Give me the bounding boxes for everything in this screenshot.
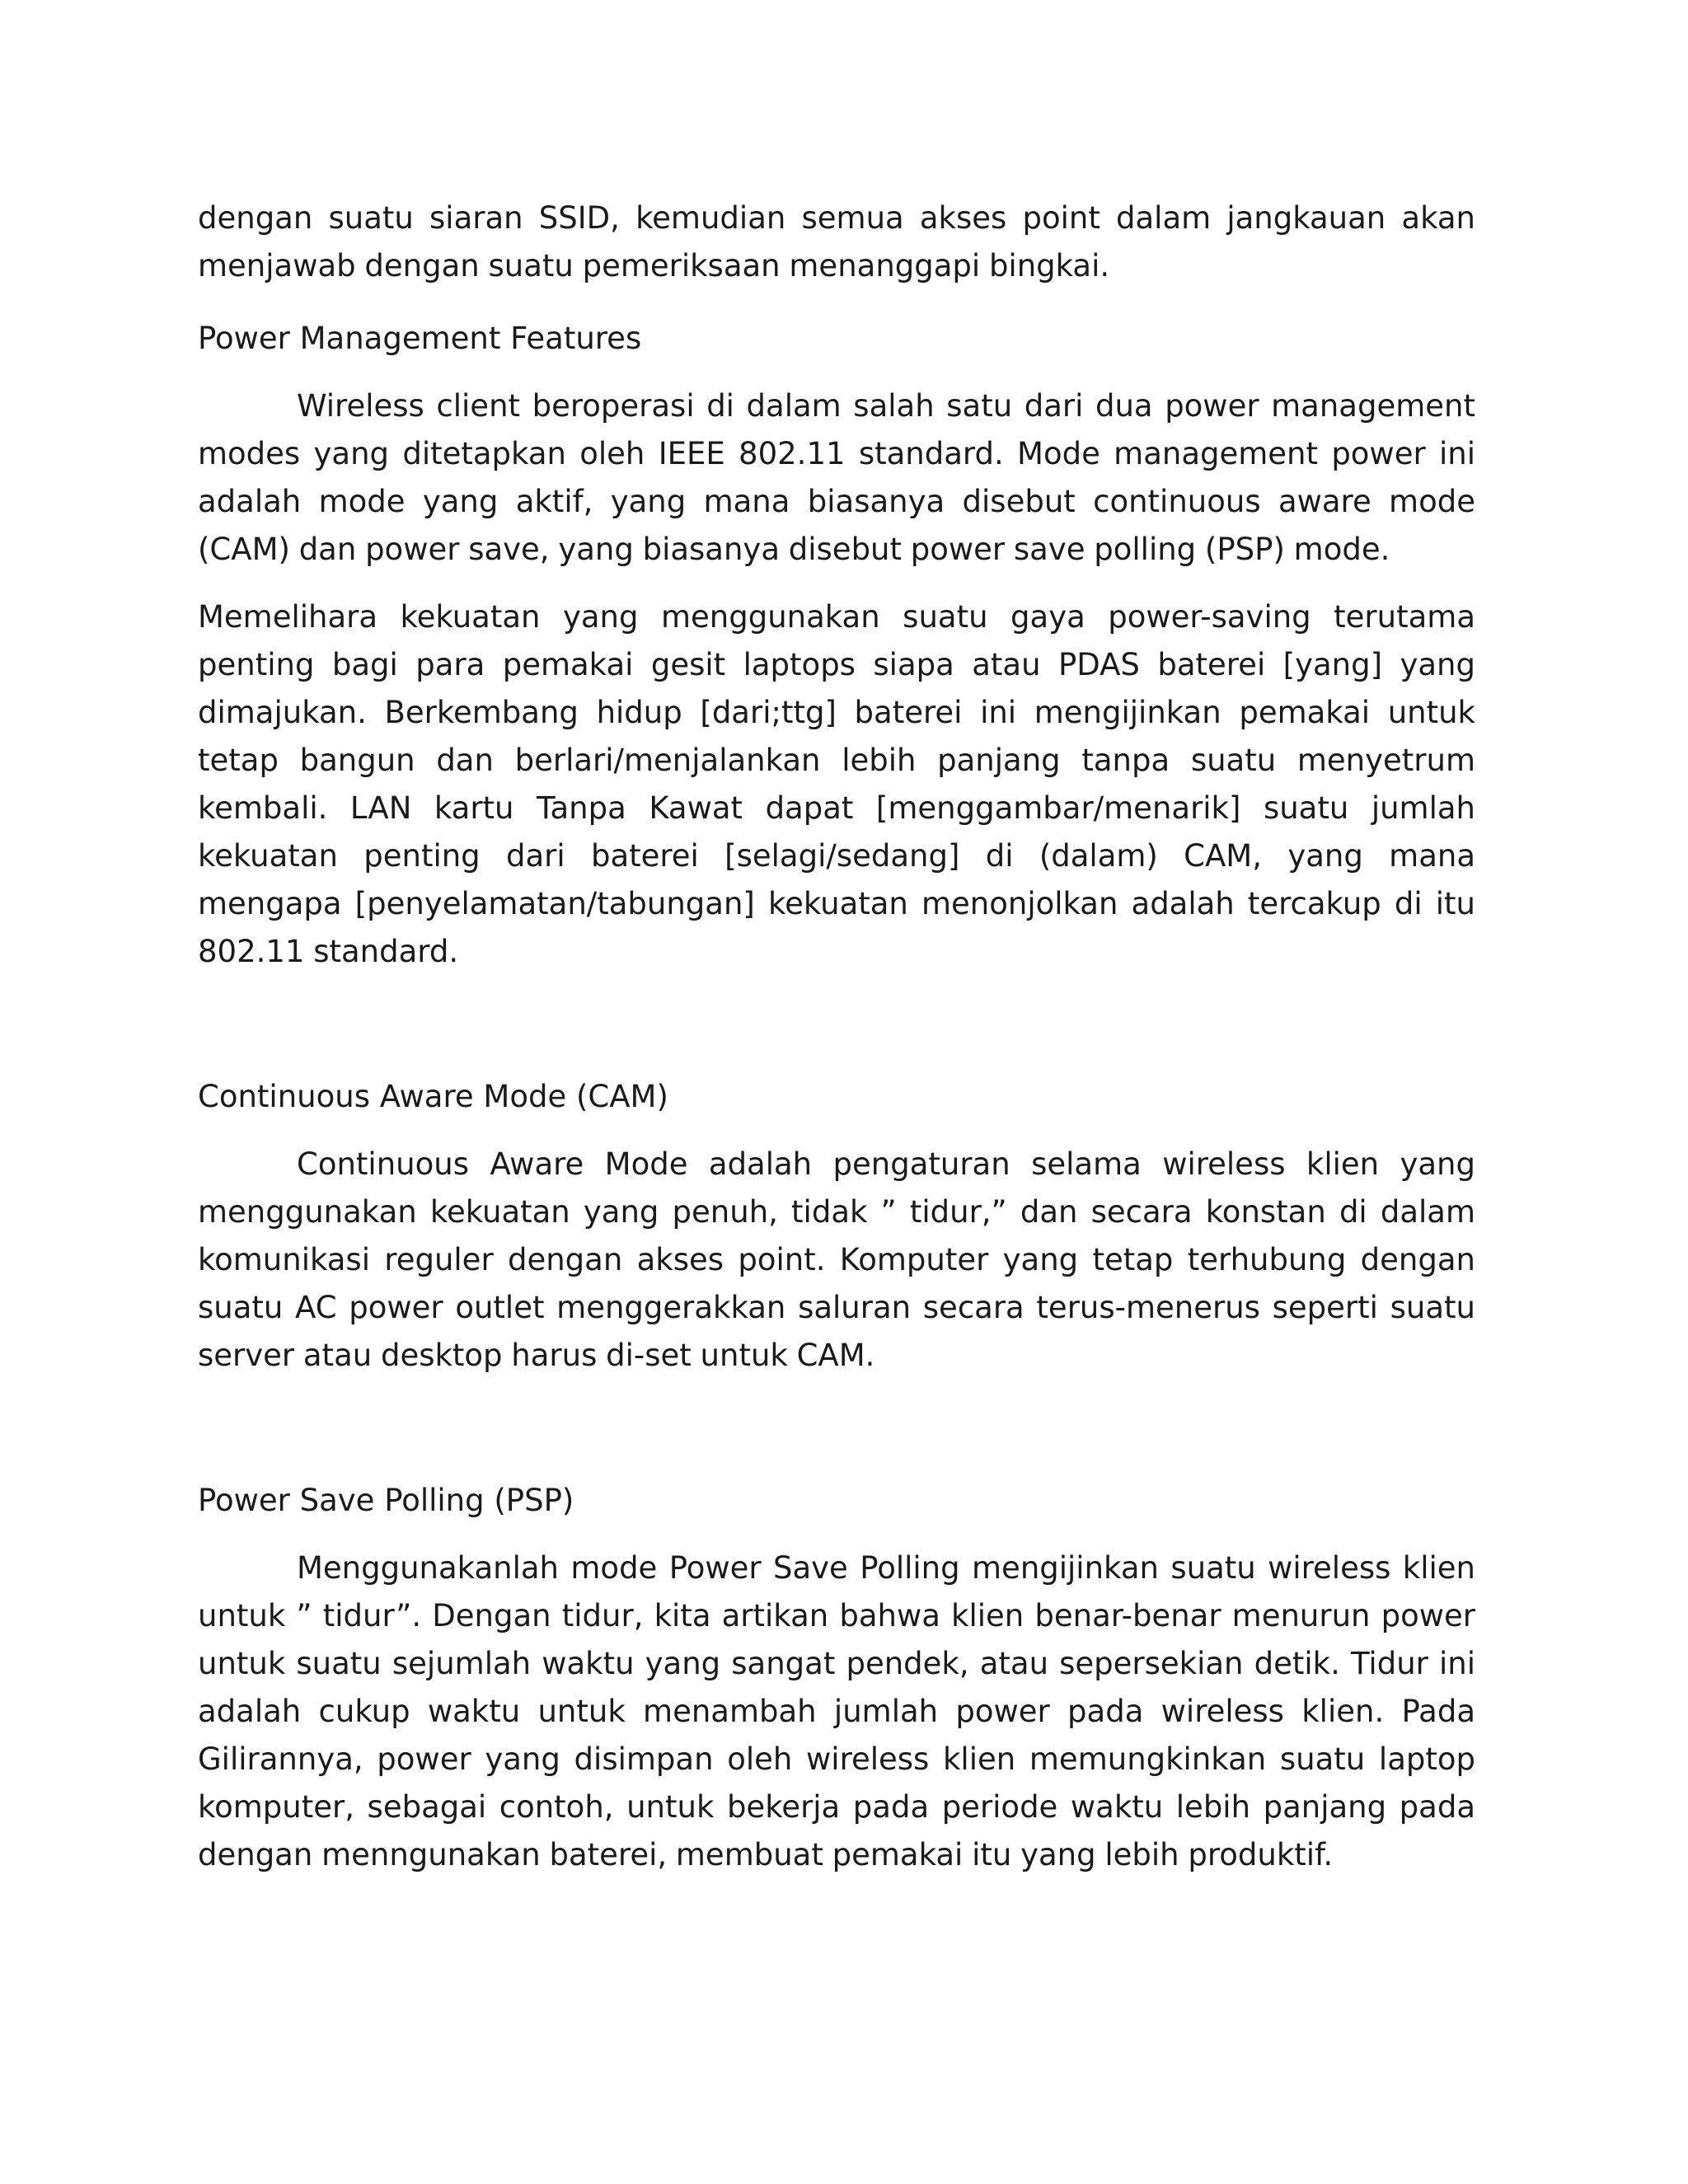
section-heading-cam: Continuous Aware Mode (CAM): [198, 1079, 668, 1114]
paragraph-power-modes: Wireless client beroperasi di dalam salah satu dari dua power management modes yang ditetapkan oleh IEEE 802.11 standard. Mode management power ini adalah mode yang aktif, yang mana biasanya disebut continuous aware mode (CAM) dan power save, yang biasanya disebut power save polling (PSP) mode.: [198, 388, 1475, 567]
document-body: [198, 194, 1475, 1899]
section-heading-power-management: Power Management Features: [198, 321, 642, 356]
paragraph-cam: Continuous Aware Mode adalah pengaturan selama wireless klien yang menggunakan kekuatan yang penuh, tidak ” tidur,” dan secara konstan di dalam komunikasi reguler dengan akses point. Komputer yang tetap terhubung dengan suatu AC power outlet menggerakkan saluran secara terus-menerus seperti suatu server atau desktop harus di-set untuk CAM.: [198, 1146, 1475, 1373]
section-heading-psp: Power Save Polling (PSP): [198, 1483, 574, 1518]
section-spacer: [198, 1399, 1475, 1477]
section-spacer: [198, 996, 1475, 1073]
intro-paragraph: dengan suatu siaran SSID, kemudian semua akses point dalam jangkauan akan menjawab dengan suatu pemeriksaan menanggapi bingkai.: [198, 200, 1475, 284]
paragraph-psp: Menggunakanlah mode Power Save Polling mengijinkan suatu wireless klien untuk ” tidur”. Dengan tidur, kita artikan bahwa klien benar-benar menurun power untuk suatu sejumlah waktu yang sangat pendek, atau sepersekian detik. Tidur ini adalah cukup waktu untuk menambah jumlah power pada wireless klien. Pada Gilirannya, power yang disimpan oleh wireless klien memungkinkan suatu laptop komputer, sebagai contoh, untuk bekerja pada periode waktu lebih panjang pada dengan menngunakan baterei, membuat pemakai itu yang lebih produktif.: [198, 1550, 1475, 1872]
paragraph-power-saving: Memelihara kekuatan yang menggunakan suatu gaya power-saving terutama penting bagi para pemakai gesit laptops siapa atau PDAS baterei [yang] yang dimajukan. Berkembang hidup [dari;ttg] baterei ini mengijinkan pemakai untuk tetap bangun dan berlari/menjalankan lebih panjang tanpa suatu menyetrum kembali. LAN kartu Tanpa Kawat dapat [menggambar/menarik] suatu jumlah kekuatan penting dari baterei [selagi/sedang] di (dalam) CAM, yang mana mengapa [penyelamatan/tabungan] kekuatan menonjolkan adalah tercakup di itu 802.11 standard.: [198, 599, 1475, 969]
